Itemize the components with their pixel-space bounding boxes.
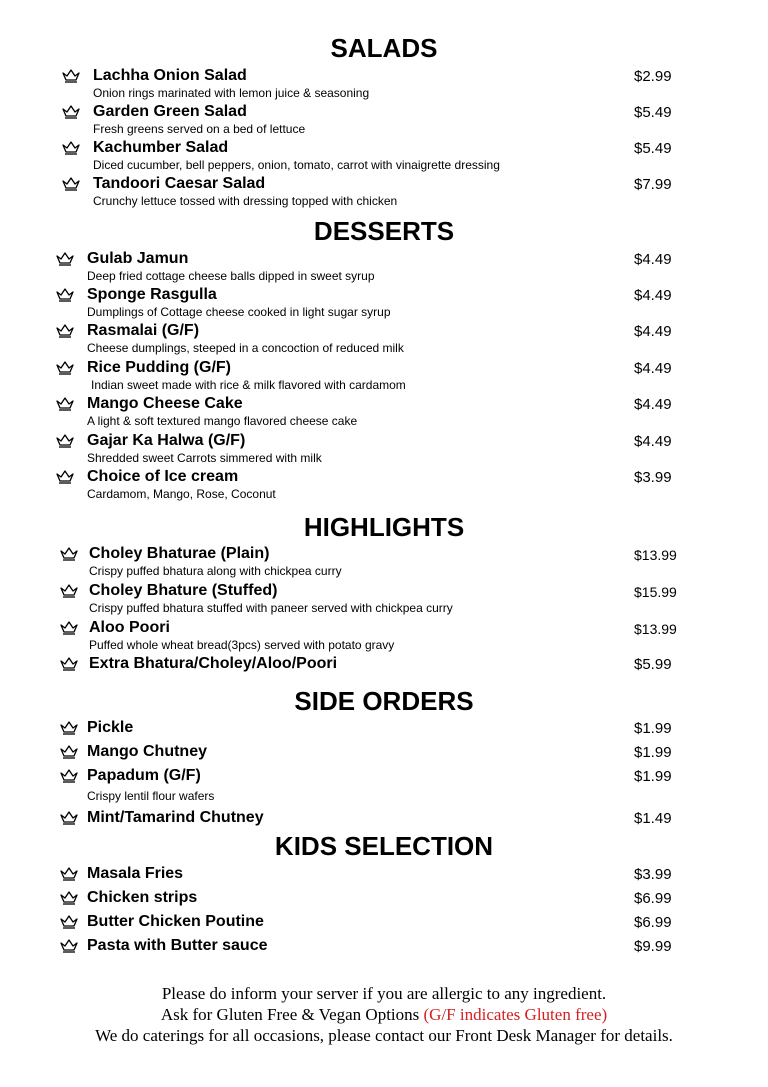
menu-item [0,138,768,176]
item-price: $5.49 [634,104,672,121]
crown-icon [60,721,78,735]
item-price: $9.99 [634,938,672,955]
crown-icon [60,891,78,905]
item-description: Crispy puffed bhatura along with chickpea curry [89,564,342,578]
item-name: Papadum (G/F) [87,767,201,784]
item-name: Gulab Jamun [87,250,189,267]
item-name: Tandoori Caesar Salad [93,175,266,192]
crown-icon [60,811,78,825]
menu-item [0,285,768,323]
item-name: Kachumber Salad [93,139,229,156]
crown-icon [62,177,80,191]
item-description: Crispy lentil flour wafers [87,789,215,803]
item-price: $7.99 [634,176,672,193]
item-name: Pasta with Butter sauce [87,937,268,954]
section-title-kids-selection: KIDS SELECTION [274,831,494,861]
item-price: $4.49 [634,360,672,377]
item-price: $6.99 [634,914,672,931]
item-description: Fresh greens served on a bed of lettuce [93,122,306,136]
crown-icon [62,141,80,155]
item-name: Lachha Onion Salad [93,67,247,84]
item-price: $4.49 [634,323,672,340]
item-description: Onion rings marinated with lemon juice & seasoning [93,86,370,100]
item-price: $1.49 [634,810,672,827]
item-price: $4.49 [634,396,672,413]
item-description: Crunchy lettuce tossed with dressing topped with chicken [93,194,398,208]
menu-item [0,618,768,656]
crown-icon [62,69,80,83]
menu-item [0,467,768,505]
crown-icon [60,915,78,929]
crown-icon [60,547,78,561]
item-price: $15.99 [634,584,677,600]
item-name: Sponge Rasgulla [87,286,217,303]
crown-icon [60,621,78,635]
item-name: Pickle [87,719,134,736]
menu-item [0,936,768,974]
menu-item [0,766,768,804]
crown-icon [56,324,74,338]
item-name: Chicken strips [87,889,198,906]
gluten-free-notice [0,1004,768,1026]
crown-icon [60,867,78,881]
crown-icon [60,769,78,783]
menu-item [0,102,768,140]
item-name: Choley Bhature (Stuffed) [89,582,278,599]
crown-icon [62,105,80,119]
item-name: Rice Pudding (G/F) [87,359,231,376]
item-description: Diced cucumber, bell peppers, onion, tomato, carrot with vinaigrette dressing [93,158,500,172]
section-title-side-orders: SIDE ORDERS [294,686,474,716]
gluten-free-legend: (G/F indicates Gluten free) [423,1005,608,1024]
item-name: Gajar Ka Halwa (G/F) [87,432,246,449]
allergy-notice: Please do inform your server if you are allergic to any ingredient. [161,984,607,1003]
item-name: Rasmalai (G/F) [87,322,200,339]
menu-item [0,358,768,396]
item-name: Choice of Ice cream [87,468,239,485]
item-name: Mango Cheese Cake [87,395,243,412]
item-price: $5.99 [634,656,672,673]
crown-icon [60,657,78,671]
item-price: $3.99 [634,866,672,883]
section-title-salads: SALADS [330,33,438,63]
catering-notice: We do caterings for all occasions, please contact our Front Desk Manager for details. [95,1026,673,1045]
crown-icon [60,584,78,598]
crown-icon [56,397,74,411]
item-name: Garden Green Salad [93,103,247,120]
crown-icon [56,470,74,484]
item-description: Deep fried cottage cheese balls dipped in sweet syrup [87,269,375,283]
item-description: A light & soft textured mango flavored cheese cake [87,414,358,428]
crown-icon [60,745,78,759]
item-price: $1.99 [634,720,672,737]
item-price: $4.49 [634,251,672,268]
menu-item [0,174,768,212]
item-description: Dumplings of Cottage cheese cooked in light sugar syrup [87,305,391,319]
item-name: Mango Chutney [87,743,207,760]
item-description: Cardamom, Mango, Rose, Coconut [87,487,276,501]
crown-icon [60,939,78,953]
item-description: Cheese dumplings, steeped in a concoction of reduced milk [87,341,404,355]
item-price: $3.99 [634,469,672,486]
menu-item [0,249,768,287]
item-description: Puffed whole wheat bread(3pcs) served with potato gravy [89,638,395,652]
menu-item [0,581,768,619]
gluten-free-notice-text: Ask for Gluten Free & Vegan Options [160,1005,424,1024]
menu-item [0,544,768,582]
item-description: Crispy puffed bhatura stuffed with paneer served with chickpea curry [89,601,453,615]
item-name: Choley Bhaturae (Plain) [89,545,270,562]
item-price: $6.99 [634,890,672,907]
item-description: Shredded sweet Carrots simmered with milk [87,451,322,465]
item-price: $13.99 [634,621,677,637]
menu-item [0,431,768,469]
item-description: Indian sweet made with rice & milk flavored with cardamom [91,378,406,392]
menu-item [0,66,768,104]
crown-icon [56,361,74,375]
item-name: Aloo Poori [89,619,170,636]
item-name: Mint/Tamarind Chutney [87,809,264,826]
item-price: $13.99 [634,547,677,563]
item-price: $4.49 [634,433,672,450]
item-price: $1.99 [634,744,672,761]
item-price: $5.49 [634,140,672,157]
item-name: Butter Chicken Poutine [87,913,264,930]
item-price: $4.49 [634,287,672,304]
section-title-desserts: DESSERTS [313,216,455,246]
item-name: Masala Fries [87,865,184,882]
menu-item [0,394,768,432]
crown-icon [56,288,74,302]
crown-icon [56,252,74,266]
section-title-highlights: HIGHLIGHTS [303,512,465,542]
item-name: Extra Bhatura/Choley/Aloo/Poori [89,655,338,672]
menu-item [0,321,768,359]
crown-icon [56,434,74,448]
item-price: $2.99 [634,68,672,85]
item-price: $1.99 [634,768,672,785]
